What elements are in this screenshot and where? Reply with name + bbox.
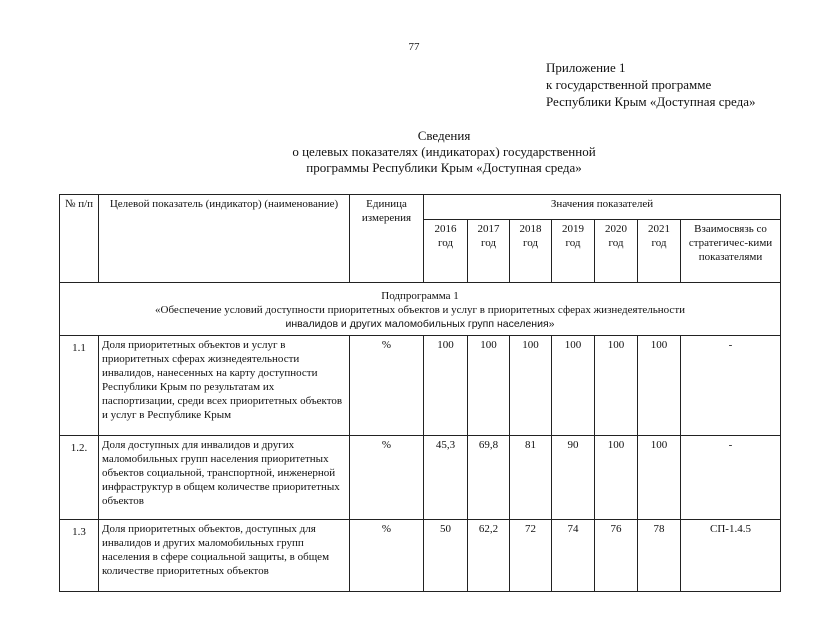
table-row <box>60 336 781 436</box>
row-value-2016: 100 <box>424 336 468 436</box>
title-line-2: о целевых показателях (индикаторах) государственной <box>292 144 596 159</box>
row-name: Доля приоритетных объектов, доступных для инвалидов и других маломобильных групп населения в сфере социальной защиты, в общем количестве приоритетных объектов <box>99 520 350 592</box>
title-line-3: программы Республики Крым «Доступная среда» <box>306 160 582 175</box>
appendix-line-2: к государственной программе <box>546 77 712 92</box>
header-year-2016: 2016 год <box>424 220 468 283</box>
row-name: Доля приоритетных объектов и услуг в приоритетных сферах жизнедеятельности инвалидов, нанесенных на карту доступности Республики Крым по результатам их паспортизации, среди всех приоритетных объектов и услуг в Республике Крым <box>99 336 350 436</box>
appendix-line-1: Приложение 1 <box>546 60 626 75</box>
row-value-2018: 100 <box>510 336 552 436</box>
indicators-table <box>59 194 781 592</box>
row-value-2017: 69,8 <box>468 436 510 520</box>
row-value-2018: 81 <box>510 436 552 520</box>
row-value-2020: 100 <box>595 436 638 520</box>
header-year-2021: 2021 год <box>638 220 681 283</box>
title-line-1: Сведения <box>417 128 471 143</box>
row-name: Доля доступных для инвалидов и других маломобильных групп населения приоритетных объектов социальной, транспортной, инженерной инфраструктур в общем количестве приоритетных объектов <box>99 436 350 520</box>
row-value-2019: 74 <box>552 520 595 592</box>
row-value-2021: 78 <box>638 520 681 592</box>
header-relation: Взаимосвязь со стратегичес-кими показателями <box>681 220 781 283</box>
subprogram-row <box>60 283 781 336</box>
appendix-note <box>546 59 756 110</box>
row-value-2019: 100 <box>552 336 595 436</box>
row-value-2020: 76 <box>595 520 638 592</box>
row-num: 1.3 <box>60 520 99 592</box>
header-num: № п/п <box>60 195 99 283</box>
subprogram-name: «Обеспечение условий доступности приоритетных объектов и услуг в приоритетных сферах жизнедеятельности <box>155 304 686 316</box>
row-num: 1.1 <box>60 336 99 436</box>
header-year-2020: 2020 год <box>595 220 638 283</box>
row-value-2019: 90 <box>552 436 595 520</box>
row-value-2018: 72 <box>510 520 552 592</box>
row-relation: - <box>681 436 781 520</box>
row-value-2017: 100 <box>468 336 510 436</box>
row-unit: % <box>350 436 424 520</box>
appendix-line-3: Республики Крым «Доступная среда» <box>546 94 756 109</box>
subprogram-name-cont: инвалидов и других маломобильных групп населения» <box>285 318 555 330</box>
subprogram-title: Подпрограмма 1 <box>381 290 459 302</box>
header-year-2018: 2018 год <box>510 220 552 283</box>
row-unit: % <box>350 336 424 436</box>
header-indicator: Целевой показатель (индикатор) (наименование) <box>99 195 350 283</box>
table-row <box>60 436 781 520</box>
table-header-row <box>60 195 781 220</box>
row-relation: - <box>681 336 781 436</box>
row-value-2017: 62,2 <box>468 520 510 592</box>
row-num: 1.2. <box>60 436 99 520</box>
row-unit: % <box>350 520 424 592</box>
row-relation: СП-1.4.5 <box>681 520 781 592</box>
page-number: 77 <box>408 41 420 53</box>
header-values: Значения показателей <box>424 195 781 220</box>
document-title <box>200 128 688 176</box>
header-year-2019: 2019 год <box>552 220 595 283</box>
header-unit: Единица измерения <box>350 195 424 283</box>
row-value-2016: 45,3 <box>424 436 468 520</box>
row-value-2021: 100 <box>638 436 681 520</box>
header-year-2017: 2017 год <box>468 220 510 283</box>
subprogram-cell <box>60 283 781 336</box>
row-value-2016: 50 <box>424 520 468 592</box>
row-value-2021: 100 <box>638 336 681 436</box>
row-value-2020: 100 <box>595 336 638 436</box>
table-row <box>60 520 781 592</box>
